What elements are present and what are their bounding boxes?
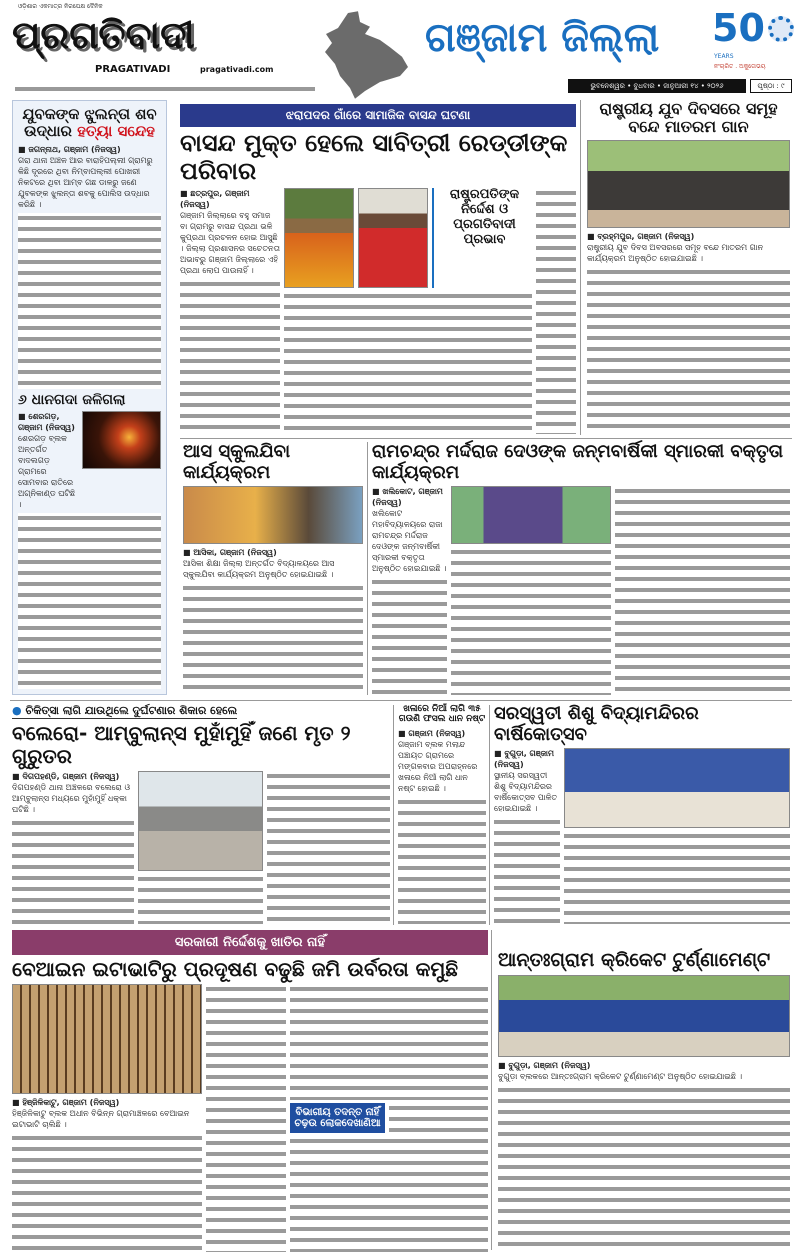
school-anniversary-photo [564,748,790,828]
story9-sidebox: ବିଭାଗୀୟ ତଦନ୍ତ ନାହିଁ ଚଢ଼ଉ ଲୋକଦେଖାଣିଆ [290,1103,385,1133]
story1-body [18,144,161,210]
story9-columns [12,984,488,1252]
story8-col1 [494,748,560,924]
story6-body-col2 [138,874,263,924]
text-lines [498,1085,790,1252]
story9-box-row [290,1103,488,1133]
column-divider [491,930,492,1250]
page-number: ପୃଷ୍ଠା : ୯ [750,79,792,93]
story6 [12,704,390,924]
logo-english: PRAGATIVADI [95,64,171,75]
fire-photo [82,411,161,469]
newspaper-logo: ପ୍ରଗତିବାଦୀ [12,13,195,57]
story6-body-col3 [267,771,390,924]
story5-headline: ରାମଚନ୍ଦ୍ର ମର୍ଦ୍ଦରାଜ ଦେଓଙ୍କ ଜନ୍ମବାର୍ଷିକୀ ସ୍ମାରକୀ ବକ୍ତୃତା କାର୍ଯ୍ୟକ୍ରମ [372,441,784,483]
byline: ■ ଗଞ୍ଜାମ (ନିଜସ୍ୱ) [398,728,466,738]
bullet-icon: ● [12,704,26,717]
story3-headline: ରାଷ୍ଟ୍ରୀୟ ଯୁବ ଦିବସରେ ସମୂହ ବନ୍ଦେ ମାତରମ ଗାନ [599,99,778,137]
anniversary-logo [712,6,794,76]
text-lines [180,279,280,434]
rally-photo [587,140,790,228]
story7-body [398,728,486,794]
story5-col1 [372,486,447,695]
story7-headline: ଖଳାରେ ନିଆଁ ଲାଗି ୩୫ ଗଉଣି ଫସଲ ଧାନ ନଷ୍ଟ [398,704,486,725]
byline: ■ ବୁଗୁଡ଼ା, ଗଞ୍ଜାମ (ନିଜସ୍ୱ) [494,749,554,770]
kicker-text: ଚିକିତ୍ସା ଲାଗି ଯାଉଥିଲେ ଦୁର୍ଘଟଣାର ଶିକାର ହେଲେ [25,704,238,717]
story8 [494,704,790,924]
byline: ■ ଖଲିକୋଟ, ଗଞ୍ଜାମ (ନିଜସ୍ୱ) [372,487,443,508]
district-map [320,10,415,100]
byline: ■ ବୁଗୁଡ଼ା, ଗଞ୍ଜାମ (ନିଜସ୍ୱ) [498,1060,591,1070]
story4-headline: ଆସ ସ୍କୁଲଯିବା କାର୍ଯ୍ୟକ୍ରମ [183,441,291,483]
story6-body-col1 [12,771,134,815]
story9-headline: ବେଆଇନ ଇଟାଭାଟିରୁ ପ୍ରଦୂଷଣ ବଢୁଛି ଜମି ଉର୍ବରତା କମୁଛି [12,957,459,981]
lead: ଗରା ଥାନା ଅଞ୍ଚଳ ଆର ବାରାହିପଲ୍ଲୀ ଗ୍ରାମରୁ କିଛି ଦୂରରେ ଥିବା ନିମ୍ବାପଲ୍ଲୀ ପୋଖରୀ ନିକଟରେ ଥିବା ଆମ୍ବ ଗଛ ଡାଳରୁ ଜଣେ ଯୁବକଙ୍କ ଝୁଲନ୍ତା ଶବକୁ ପୋଲିସ ଉଦ୍ଧାର କରିଛି । [18,155,153,209]
lead: ଶେରଗଡ଼ ବ୍ଲକ ଅନ୍ତର୍ଗତ ବାଦଲଗଡ଼ ଗ୍ରାମରେ ସୋମବାର ରାତିରେ ଅଗ୍ନିକାଣ୍ଡ ଘଟିଛି । [18,433,76,509]
story9-col3 [290,984,488,1252]
text-lines [587,267,790,435]
story9 [12,930,488,1252]
story8-body-col2 [564,831,790,924]
lead-story [180,104,576,434]
lecture-photo [451,486,611,544]
byline: ■ ଶେରଗଡ଼, ଗଞ୍ଜାମ (ନିଜସ୍ୱ) [18,411,75,432]
lead-col1 [180,188,280,434]
left-sidebar [12,100,167,695]
lead-body-col3 [536,188,576,434]
anniversary-seal-icon [768,16,794,42]
column-divider [367,442,368,695]
story1-headline [18,106,161,141]
story5-body-col3 [615,486,790,695]
story10-body [498,1060,790,1082]
masthead-tagline: ଓଡ଼ିଶାର ଏକମାତ୍ର ନିରପେକ୍ଷ ଦୈନିକ [18,3,103,10]
lead: ରାଷ୍ଟ୍ରୀୟ ଯୁବ ଦିବସ ଅବସରରେ ସମୂହ ବନ୍ଦେ ମାତରମ ଗାନ କାର୍ଯ୍ୟକ୍ରମ ଅନୁଷ୍ଠିତ ହୋଇଯାଇଛି । [587,242,764,263]
story9-body-col5 [290,1136,488,1252]
column-divider [393,705,394,925]
column-divider [489,705,490,925]
story5-col2 [451,486,611,695]
lead-sidebox-text: ରାଷ୍ଟ୍ରପତିଙ୍କ ନିର୍ଦ୍ଦେଶ ଓ ପ୍ରଗତିବାଦୀ ପ୍ରଭାବ [432,188,532,288]
story6-columns [12,771,390,924]
story5-body-col1 [372,486,447,574]
school-event-photo [183,486,363,544]
story5-body-col2 [451,547,611,695]
story10 [498,950,790,1252]
anniversary-years: YEARS [714,53,734,60]
masthead-rule [15,87,315,91]
story4-body [183,547,363,580]
byline: ■ ଦିଗପହଣ୍ଡି, ଗଞ୍ଜାମ (ନିଜସ୍ୱ) [12,772,120,781]
website: pragativadi.com [200,65,274,74]
column-divider [580,100,581,435]
cricket-team-photo [498,975,790,1057]
lead: ବୁଗୁଡ଼ା ବ୍ଲକରେ ଆନ୍ତଃଗ୍ରାମ କ୍ରିକେଟ ଟୁର୍ଣ୍ଣାମେଣ୍ଟ ଅନୁଷ୍ଠିତ ହୋଇଯାଇଛି । [498,1071,743,1081]
text-lines [18,513,161,689]
headline-part: ଯୁବକଙ୍କ ଝୁଲନ୍ତା ଶବ ଉଦ୍ଧାର [22,105,157,141]
row-divider [180,438,792,439]
story5 [372,442,790,695]
story5-columns [372,486,790,695]
lead-headline: ବାସନ୍ଦ ମୁକ୍ତ ହେଲେ ସାବିତ୍ରୀ ରେଡ୍ଡୀଙ୍କ ପରିବାର [180,129,568,185]
byline: ■ ହିଞ୍ଜିଳିକାଟୁ, ଗଞ୍ଜାମ (ନିଜସ୍ୱ) [12,1098,120,1107]
byline: ■ ଜଗନ୍ନାଥ, ଗଞ୍ଜାମ (ନିଜସ୍ୱ) [18,144,121,154]
lead: ଆସିକା ଶିକ୍ଷା ଜିଲ୍ଲା ଅନ୍ତର୍ଗତ ବିଦ୍ୟାଳୟରେ ଆସ ସ୍କୁଲଯିବା କାର୍ଯ୍ୟକ୍ରମ ଅନୁଷ୍ଠିତ ହୋଇଯାଇଛି । [183,559,335,580]
accident-photo [138,771,263,871]
byline: ■ ଛତ୍ରପୁର, ଗଞ୍ଜାମ (ନିଜସ୍ୱ) [180,189,250,210]
story2-body [18,411,78,510]
story2-headline: ୬ ଧାନଗଦା ଜଳିଗଲା [18,391,126,408]
story9-kicker: ସରକାରୀ ନିର୍ଦ୍ଦେଶକୁ ଖାତିର ନାହିଁ [12,930,488,955]
story10-headline: ଆନ୍ତଃଗ୍ରାମ କ୍ରିକେଟ ଟୁର୍ଣ୍ଣାମେଣ୍ଟ [498,949,771,971]
dateline: ଭୁବନେଶ୍ୱର • ବୁଧବାର • ଜାନୁଆରୀ ୧୪ • ୨୦୨୬ [568,79,746,93]
headline-highlight: ହତ୍ୟା ସନ୍ଦେହ [77,122,155,141]
story9-body-col2 [206,984,286,1252]
lead-photos [284,188,532,288]
lead: ଗଞ୍ଜାମ ବ୍ଲକ ମଲାନ୍ଦ ପଞ୍ଚାୟତ ଗ୍ରାମରେ ମଙ୍ଗଳବାର ଅପରାହ୍ନରେ ଖଳାରେ ନିଆଁ ଲାଗି ଧାନ ନଷ୍ଟ ହୋଇଛି । [398,739,478,793]
story2-row [18,411,161,510]
story9-body-col4 [389,1103,488,1133]
man-photo [358,188,428,288]
story8-col2 [564,748,790,924]
story6-col1 [12,771,134,924]
lead-columns [180,188,576,434]
lead-body-col1 [180,188,280,276]
story8-body-col1 [494,748,560,814]
text-lines [372,577,447,695]
story3 [587,100,790,435]
story8-columns [494,748,790,924]
anniversary-number: 50 [712,6,765,50]
story9-col1 [12,984,202,1252]
text-lines [12,818,134,924]
district-title: ଗଞ୍ଜାମ ଜିଲ୍ଲା [425,15,660,61]
story6-kicker [12,704,237,719]
anniversary-sub: ନଂଚାରିତ . ଅକୁତୋଭୟ [714,63,766,70]
story3-body [587,231,790,264]
lead: ଖଲିକୋଟ ମହାବିଦ୍ୟାଳୟରେ ରାଜା ରାମଚନ୍ଦ୍ର ମର୍ଦ୍ଦରାଜ ଦେଓଙ୍କ ଜନ୍ମବାର୍ଷିକୀ ସ୍ମାରକୀ ବକ୍ତୃତା ଅନୁଷ୍ଠିତ ହୋଇଯାଇଛି । [372,509,447,574]
lead: ଗଞ୍ଜାମ ଜିଲ୍ଲାରେ ବହୁ ସମାଜ ବା ଗ୍ରାମରୁ ବାସନ୍ଦ ପ୍ରଥା ଭଳି କୁପ୍ରଥା ପ୍ରଚଳନ ହୋଇ ଆସୁଛି । ଜିଲ୍ଲା ପ୍ରଶାସନର ସଚେତନତା ଅଭାବରୁ ଗଞ୍ଜାମ ଜିଲ୍ଲାରେ ଏହି ପ୍ରଥା ଲୋପ ପାଉନାହିଁ । [180,211,280,276]
lead: ହିଞ୍ଜିଳିକାଟୁ ବ୍ଲକ ଅଧୀନ ବିଭିନ୍ନ ଗ୍ରାମାଞ୍ଚଳରେ ବେଆଇନ ଇଟାଭାଟି ଚାଲିଛି । [12,1109,190,1129]
lead: ଦିଗପହଣ୍ଡି ଥାନା ଅଞ୍ଚଳରେ ବଲେରୋ ଓ ଆମ୍ବୁଲାନ୍ସ ମଧ୍ୟରେ ମୁହାଁମୁହିଁ ଧକ୍କା ଘଟିଛି । [12,783,130,814]
story6-headline: ବଲେରୋ- ଆମ୍ବୁଲାନ୍ସ ମୁହାଁମୁହିଁ ଜଣେ ମୃତ ୨ ଗୁରୁତର [12,721,351,768]
lead-body-col2 [284,291,532,434]
byline: ■ ଆସିକା, ଗଞ୍ଜାମ (ନିଜସ୍ୱ) [183,548,277,558]
story9-body-col3 [290,984,488,1100]
text-lines [183,583,363,695]
brick-kiln-photo [12,984,202,1094]
text-lines [18,213,161,389]
story7 [398,704,486,924]
lead: ସ୍ଥାନୀୟ ସରସ୍ୱତୀ ଶିଶୁ ବିଦ୍ୟାମନ୍ଦିରର ବାର୍ଷିକୋତ୍ସବ ପାଳିତ ହୋଇଯାଇଛି । [494,771,558,814]
text-lines [12,1133,202,1252]
lead-col2 [284,188,532,434]
woman-photo [284,188,354,288]
story8-headline: ସରସ୍ୱତୀ ଶିଶୁ ବିଦ୍ୟାମନ୍ଦିରର ବାର୍ଷିକୋତ୍ସବ [494,703,699,745]
story4 [183,442,363,695]
story9-body-col1 [12,1097,202,1130]
text-lines [494,817,560,924]
row-divider [10,700,792,701]
text-lines [398,797,486,924]
story6-col2 [138,771,263,924]
lead-kicker: ଝରାପଦର ଗାଁରେ ସାମାଜିକ ବାସନ୍ଦ ଘଟଣା [180,104,576,127]
byline: ■ ବ୍ରହ୍ମପୁର, ଗଞ୍ଜାମ (ନିଜସ୍ୱ) [587,231,695,241]
